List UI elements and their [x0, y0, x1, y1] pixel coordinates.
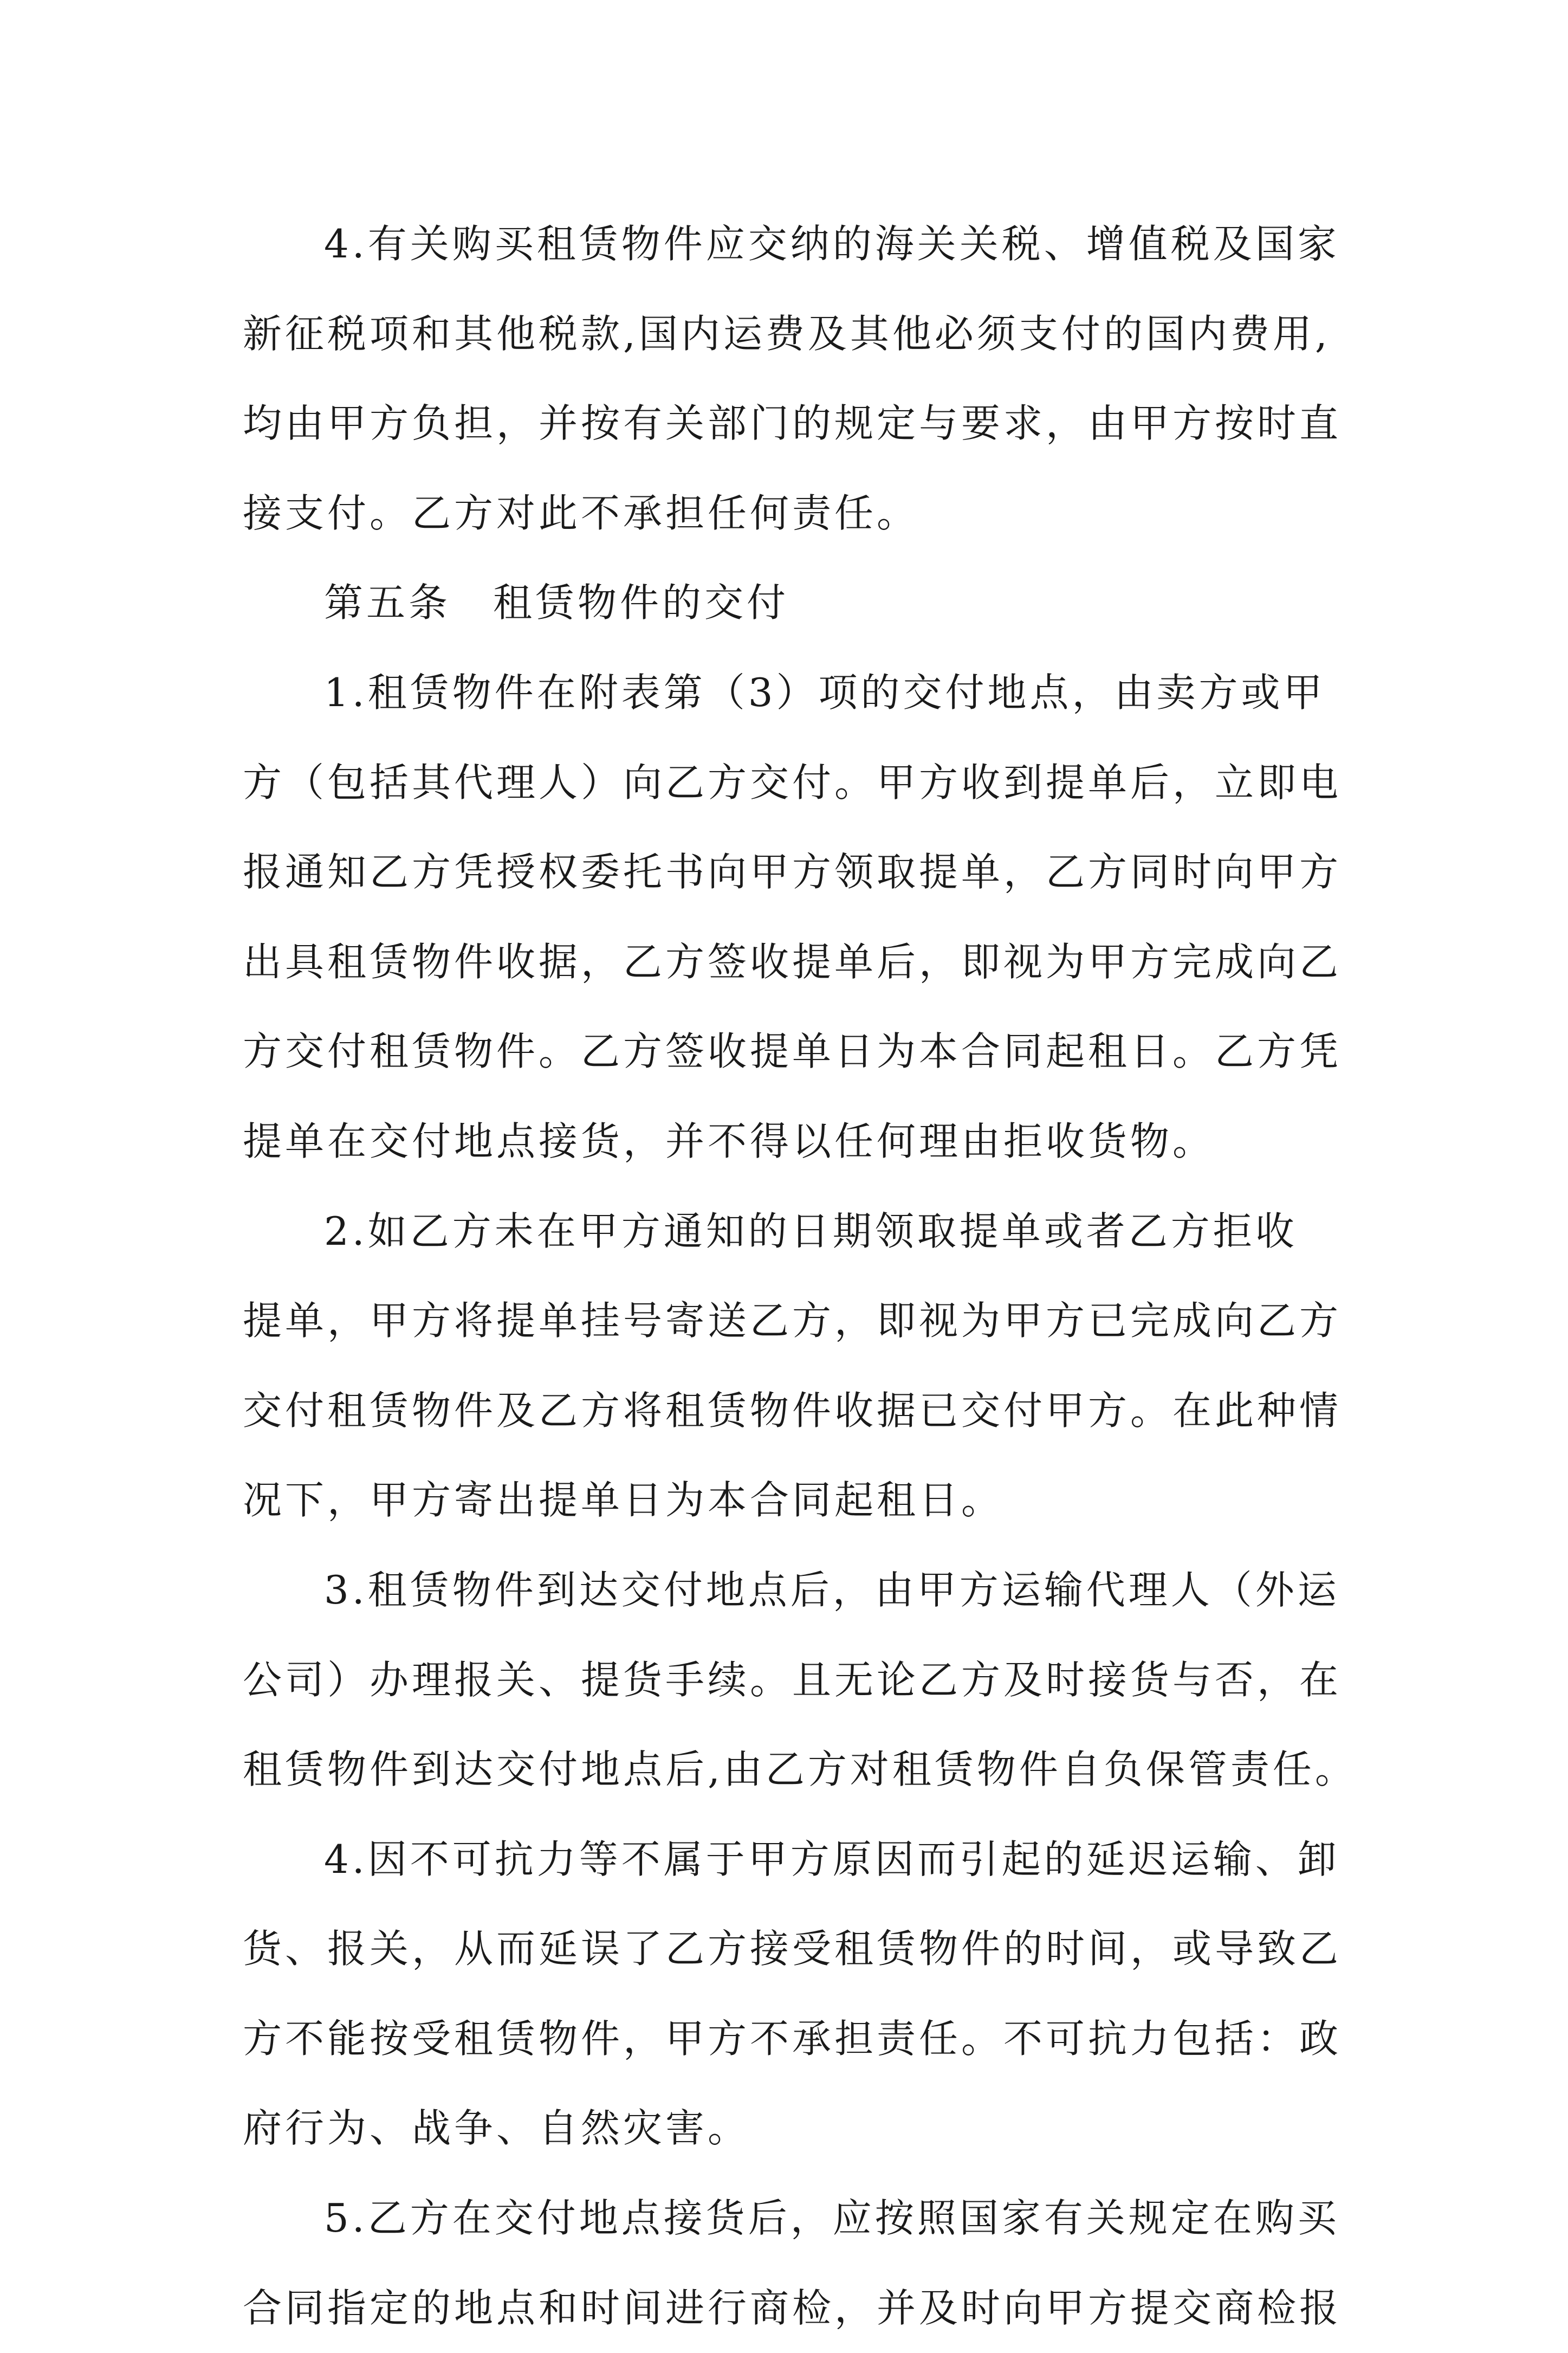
text-line: 提单，甲方将提单挂号寄送乙方，即视为甲方已完成向乙方: [243, 1298, 1342, 1344]
text-line: 新征税项和其他税款,国内运费及其他必须支付的国内费用,: [243, 311, 1331, 357]
text-line: 方（包括其代理人）向乙方交付。甲方收到提单后，立即电: [243, 759, 1342, 805]
text-line: 出具租赁物件收据，乙方签收提单后，即视为甲方完成向乙: [243, 939, 1342, 985]
text-line: 2.如乙方未在甲方通知的日期领取提单或者乙方拒收: [324, 1208, 1298, 1254]
text-line: 提单在交付地点接货，并不得以任何理由拒收货物。: [243, 1118, 1215, 1164]
document-body: [243, 199, 1397, 2353]
text-line: 合同指定的地点和时间进行商检，并及时向甲方提交商检报: [243, 2285, 1342, 2331]
text-line: 报通知乙方凭授权委托书向甲方领取提单，乙方同时向甲方: [243, 849, 1342, 895]
text-line: 租赁物件到达交付地点后,由乙方对租赁物件自负保管责任。: [243, 1747, 1357, 1793]
text-line: 货、报关，从而延误了乙方接受租赁物件的时间，或导致乙: [243, 1926, 1342, 1972]
text-line: 1.租赁物件在附表第（3）项的交付地点，由卖方或甲: [324, 669, 1326, 715]
text-line: 4.有关购买租赁物件应交纳的海关关税、增值税及国家: [324, 221, 1340, 267]
text-line: 方交付租赁物件。乙方签收提单日为本合同起租日。乙方凭: [243, 1029, 1342, 1075]
text-line: 交付租赁物件及乙方将租赁物件收据已交付甲方。在此种情: [243, 1387, 1342, 1433]
text-line: 5.乙方在交付地点接货后，应按照国家有关规定在购买: [324, 2195, 1340, 2241]
text-line: 况下，甲方寄出提单日为本合同起租日。: [243, 1477, 1004, 1523]
text-line: 府行为、战争、自然灾害。: [243, 2105, 750, 2151]
section-heading: 第五条 租赁物件的交付: [324, 580, 789, 626]
text-line: 公司）办理报关、提货手续。且无论乙方及时接货与否，在: [243, 1657, 1342, 1703]
text-line: 3.租赁物件到达交付地点后，由甲方运输代理人（外运: [324, 1567, 1340, 1613]
text-line: 均由甲方负担，并按有关部门的规定与要求，由甲方按时直: [243, 400, 1342, 447]
text-line: 方不能按受租赁物件，甲方不承担责任。不可抗力包括：政: [243, 2015, 1342, 2061]
text-line: 4.因不可抗力等不属于甲方原因而引起的延迟运输、卸: [324, 1836, 1340, 1882]
text-line: 接支付。乙方对此不承担任何责任。: [243, 490, 919, 536]
